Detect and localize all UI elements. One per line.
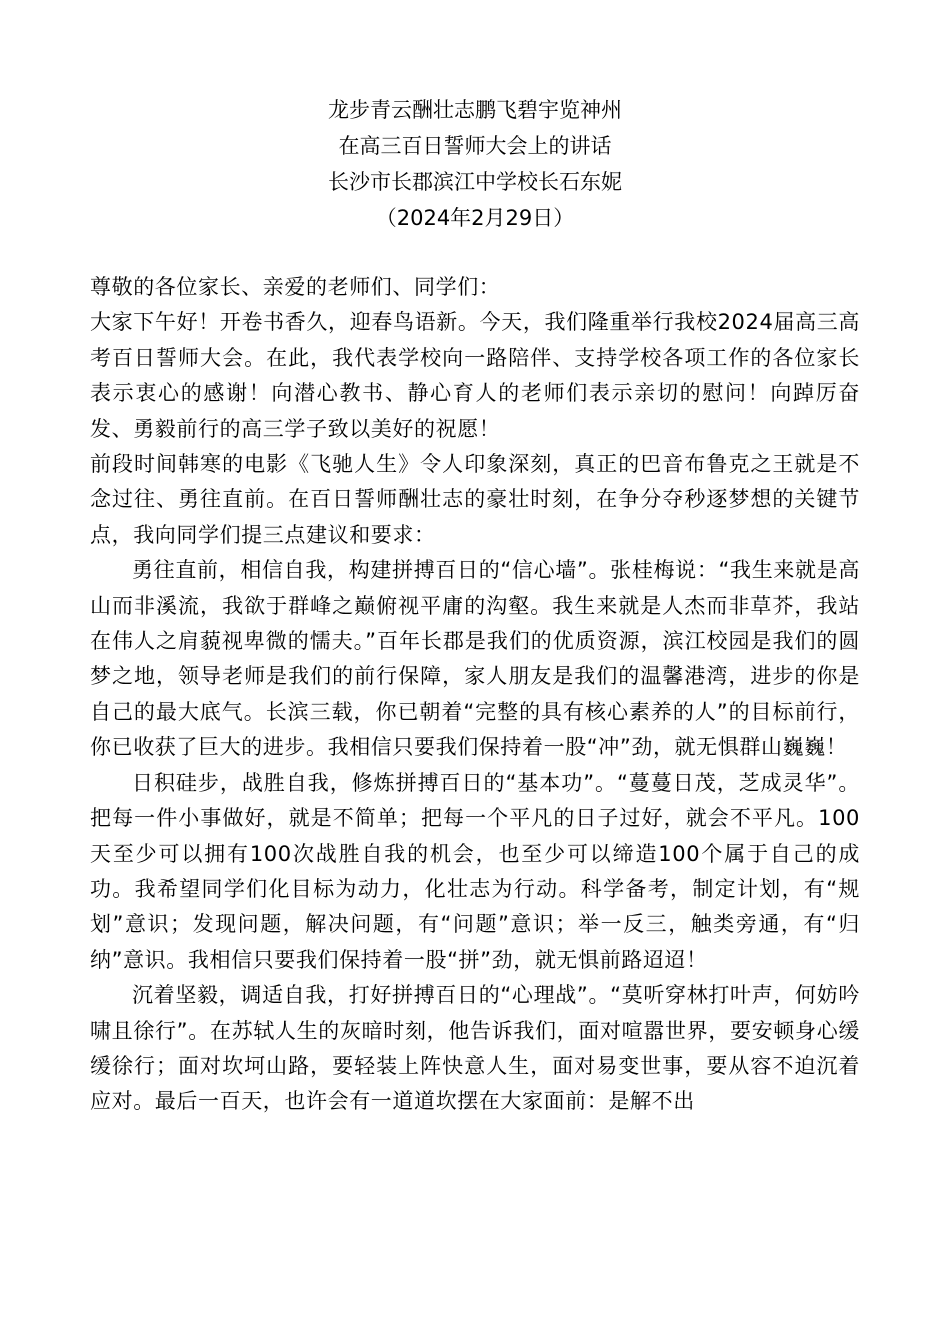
paragraph-point-3: 沉着坚毅，调适自我，打好拼搏百日的“心理战”。“莫听穿林打叶声，何妨吟啸且徐行”。在苏轼人生的灰暗时刻，他告诉我们，面对喧嚣世界，要安顿身心缓缓徐行；面对坎坷山路，要轻装上阵快意人生，面对易变世事，要从容不迫沉着应对。最后一百天，也许会有一道道坎摆在大家面前：是解不出: [90, 983, 860, 1114]
subtitle: 在高三百日誓师大会上的讲话: [338, 134, 612, 158]
main-title: 龙步青云酬壮志鹏飞碧宇览神州: [328, 98, 622, 122]
title-block: [90, 92, 860, 236]
speaker-line: 长沙市长郡滨江中学校长石东妮: [328, 170, 622, 194]
salutation: 尊敬的各位家长、亲爱的老师们、同学们：: [90, 275, 501, 299]
paragraph-greeting: 大家下午好！开卷书香久，迎春鸟语新。今天，我们隆重举行我校2024届高三高考百日誓师大会。在此，我代表学校向一路陪伴、支持学校各项工作的各位家长表示衷心的感谢！向潜心教书、静心育人的老师们表示亲切的慰问！向踔厉奋发、勇毅前行的高三学子致以美好的祝愿！: [90, 310, 860, 441]
document-page: [90, 92, 860, 1120]
paragraph-intro: 前段时间韩寒的电影《飞驰人生》令人印象深刻，真正的巴音布鲁克之王就是不念过往、勇往直前。在百日誓师酬壮志的豪壮时刻，在争分夺秒逐梦想的关键节点，我向同学们提三点建议和要求：: [90, 452, 860, 547]
paragraph-point-2: 日积硅步，战胜自我，修炼拼搏百日的“基本功”。“蔓蔓日茂，芝成灵华”。把每一件小事做好，就是不简单；把每一个平凡的日子过好，就会不平凡。100天至少可以拥有100次战胜自我的机会，也至少可以缔造100个属于自己的成功。我希望同学们化目标为动力，化壮志为行动。科学备考，制定计划，有“规划”意识；发现问题，解决问题，有“问题”意识；举一反三，触类旁通，有“归纳”意识。我相信只要我们保持着一股“拼”劲，就无惧前路迢迢！: [90, 770, 860, 972]
paragraph-point-1: 勇往直前，相信自我，构建拼搏百日的“信心墙”。张桂梅说：“我生来就是高山而非溪流，我欲于群峰之巅俯视平庸的沟壑。我生来就是人杰而非草芥，我站在伟人之肩藐视卑微的懦夫。”百年长郡是我们的优质资源，滨江校园是我们的圆梦之地，领导老师是我们的前行保障，家人朋友是我们的温馨港湾，进步的你是自己的最大底气。长滨三载，你已朝着“完整的具有核心素养的人”的目标前行，你已收获了巨大的进步。我相信只要我们保持着一股“冲”劲，就无惧群山巍巍！: [90, 558, 860, 760]
date-line: （2024年2月29日）: [375, 206, 575, 230]
